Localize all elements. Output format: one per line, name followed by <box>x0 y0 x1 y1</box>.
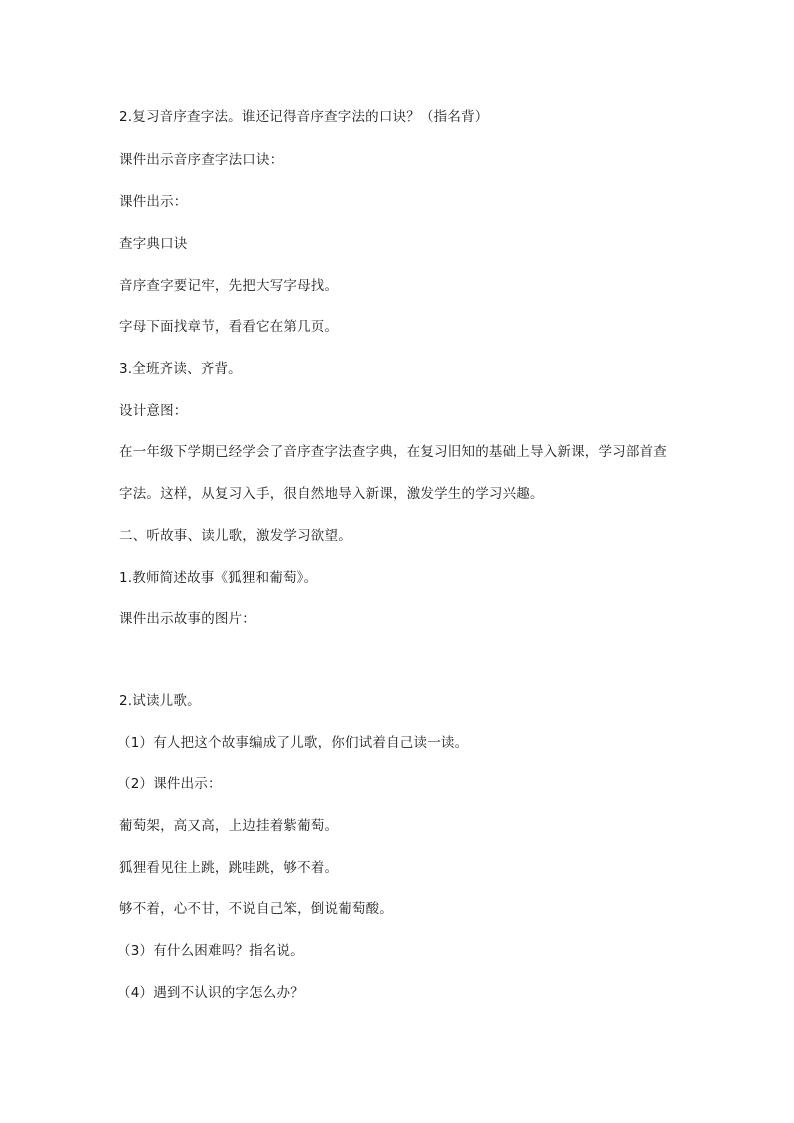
paragraph-try-read: 2.试读儿歌。 <box>119 693 201 709</box>
list-item-4: （4）遇到不认识的字怎么办？ <box>117 985 304 1001</box>
paragraph-story-picture: 课件出示故事的图片： <box>119 611 256 627</box>
paragraph-courseware-show: 课件出示： <box>119 194 188 210</box>
list-item-2: （2）课件出示： <box>117 776 222 792</box>
section-heading-story-rhyme: 二、听故事、读儿歌，激发学习欲望。 <box>119 528 352 544</box>
heading-design-intent: 设计意图： <box>119 403 188 419</box>
poem-line-1: 葡萄架，高又高，上边挂着紫葡萄。 <box>119 818 339 834</box>
paragraph-design-intent-line-2: 字法。这样，从复习入手，很自然地导入新课，激发学生的学习兴趣。 <box>119 486 544 502</box>
paragraph-design-intent-line-1: 在一年级下学期已经学会了音序查字法查字典，在复习旧知的基础上导入新课，学习部首查 <box>119 444 667 460</box>
list-item-3: （3）有什么困难吗？指名说。 <box>117 943 304 959</box>
rhyme-line-1: 音序查字要记牢，先把大写字母找。 <box>119 278 339 294</box>
list-item-1: （1）有人把这个故事编成了儿歌，你们试着自己读一读。 <box>117 735 469 751</box>
heading-dictionary-rhyme: 查字典口诀 <box>119 236 188 252</box>
paragraph-class-recite: 3.全班齐读、齐背。 <box>119 361 242 377</box>
poem-line-3: 够不着，心不甘，不说自己笨，倒说葡萄酸。 <box>119 901 393 917</box>
poem-line-2: 狐狸看见往上跳，跳哇跳，够不着。 <box>119 860 339 876</box>
paragraph-review-pinyin-method: 2.复习音序查字法。谁还记得音序查字法的口诀？（指名背） <box>119 109 489 125</box>
rhyme-line-2: 字母下面找章节，看看它在第几页。 <box>119 319 339 335</box>
paragraph-courseware-rhyme-intro: 课件出示音序查字法口诀： <box>119 152 284 168</box>
paragraph-teacher-story: 1.教师简述故事《狐狸和葡萄》。 <box>119 570 318 586</box>
